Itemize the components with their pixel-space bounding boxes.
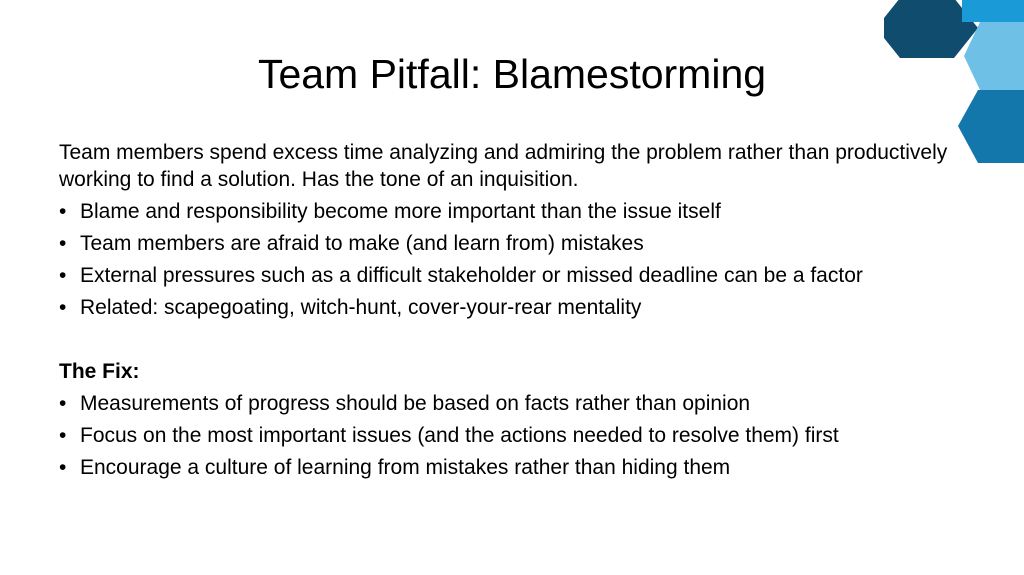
hexagon-bright-shape (962, 0, 1024, 22)
bullet-marker: • (59, 392, 67, 415)
hexagon-mid-shape (958, 90, 1024, 163)
list-item (59, 294, 959, 321)
bullet-text: Measurements of progress should be based on facts rather than opinion (80, 392, 751, 415)
list-item (59, 230, 959, 257)
bullet-text: Related: scapegoating, witch-hunt, cover-your-rear mentality (80, 296, 642, 319)
list-item (59, 198, 959, 225)
bullet-marker: • (59, 296, 67, 319)
bullet-marker: • (59, 232, 67, 255)
bullet-marker: • (59, 264, 67, 287)
list-item (59, 262, 959, 289)
list-item (59, 454, 959, 481)
bullet-marker: • (59, 424, 67, 447)
bullet-text: Blame and responsibility become more important than the issue itself (80, 200, 721, 223)
list-item (59, 390, 959, 417)
slide-body (59, 139, 959, 486)
bullet-text: Team members are afraid to make (and learn from) mistakes (80, 232, 644, 255)
bullet-text: External pressures such as a difficult stakeholder or missed deadline can be a factor (80, 264, 863, 287)
bullet-text: Focus on the most important issues (and the actions needed to resolve them) first (80, 424, 839, 447)
intro-paragraph: Team members spend excess time analyzing and admiring the problem rather than productively working to find a solution. Has the tone of an inquisition. (59, 141, 948, 191)
bullet-marker: • (59, 456, 67, 479)
bullet-marker: • (59, 200, 67, 223)
list-item (59, 422, 959, 449)
fix-bullet-list (59, 390, 959, 481)
slide-title: Team Pitfall: Blamestorming (257, 51, 767, 97)
section-spacer (59, 326, 959, 358)
bullet-text: Encourage a culture of learning from mistakes rather than hiding them (80, 456, 731, 479)
pitfall-bullet-list (59, 198, 959, 321)
fix-heading: The Fix: (59, 360, 140, 383)
